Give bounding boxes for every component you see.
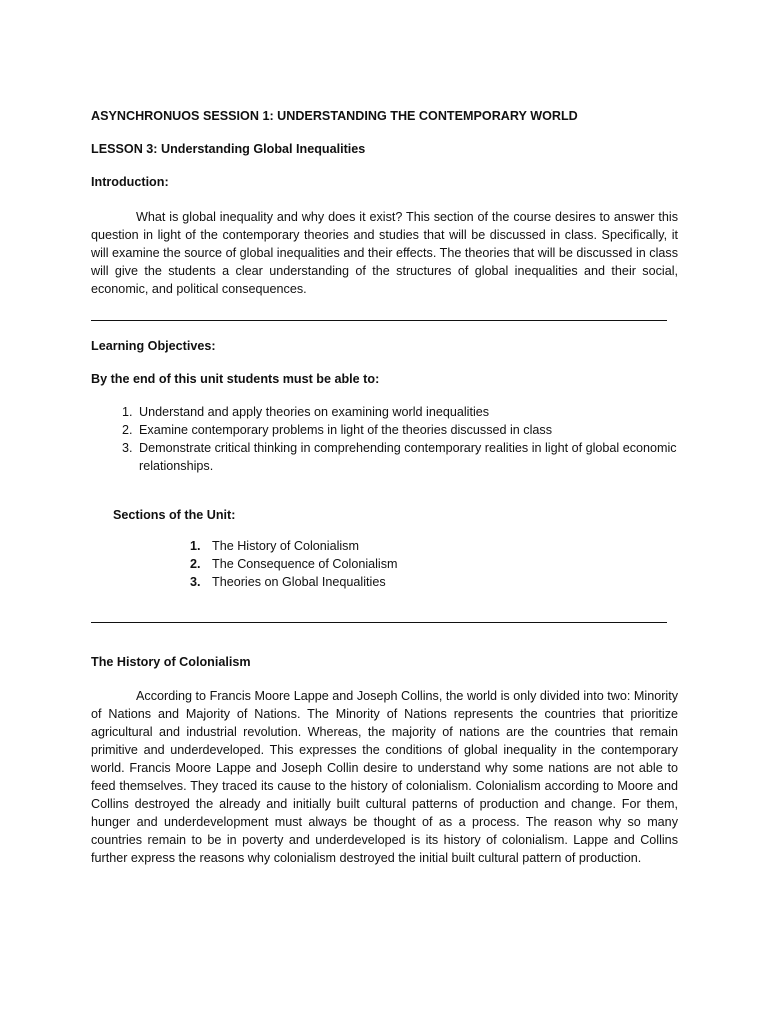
objective-item: 2. Examine contemporary problems in light of the theories discussed in class	[136, 421, 678, 439]
introduction-heading: Introduction:	[91, 175, 169, 189]
objective-item: 1. Understand and apply theories on examining world inequalities	[136, 403, 678, 421]
sections-heading: Sections of the Unit:	[113, 508, 236, 522]
sections-list	[91, 537, 678, 591]
objectives-intro: By the end of this unit students must be able to:	[91, 372, 380, 386]
session-title: ASYNCHRONUOS SESSION 1: UNDERSTANDING THE CONTEMPORARY WORLD	[91, 109, 578, 123]
objectives-list	[91, 403, 678, 475]
objective-item: 3. Demonstrate critical thinking in comprehending contemporary realities in light of global economic relationships.	[136, 439, 678, 475]
lesson-title: LESSON 3: Understanding Global Inequalities	[91, 142, 366, 156]
history-paragraph: According to Francis Moore Lappe and Joseph Collins, the world is only divided into two: Minority of Nations and Majority of Nations. The Minority of Nations represents the countries that prioritize agricultural and industrial revolution. Whereas, the majority of nations are the countries that remain primitive and underdeveloped. This expresses the conditions of global inequality in the contemporary world. Francis Moore Lappe and Joseph Collin desire to understand why some nations are not able to feed themselves. They traced its cause to the history of colonialism. Colonialism according to Moore and Collins destroyed the already and initially built cultural patterns of production and change. For them, hunger and underdevelopment must always be thought of as a process. The reason why so many countries remain to be in poverty and underdeveloped is its history of colonialism. Lappe and Collins further express the reasons why colonialism destroyed the initial built cultural pattern of production.	[91, 689, 678, 865]
introduction-paragraph: What is global inequality and why does it exist? This section of the course desires to answer this question in light of the contemporary theories and studies that will be discussed in class. Specifically, it will examine the source of global inequalities and their effects. The theories that will be discussed in class will give the students a clear understanding of the structures of global inequalities and their social, economic, and political consequences.	[91, 210, 678, 296]
document-page	[91, 107, 678, 867]
section-item: 1. The History of Colonialism	[204, 537, 678, 555]
history-heading: The History of Colonialism	[91, 655, 251, 669]
section-item: 2. The Consequence of Colonialism	[204, 555, 678, 573]
section-item: 3. Theories on Global Inequalities	[204, 573, 678, 591]
learning-objectives-heading: Learning Objectives:	[91, 339, 216, 353]
